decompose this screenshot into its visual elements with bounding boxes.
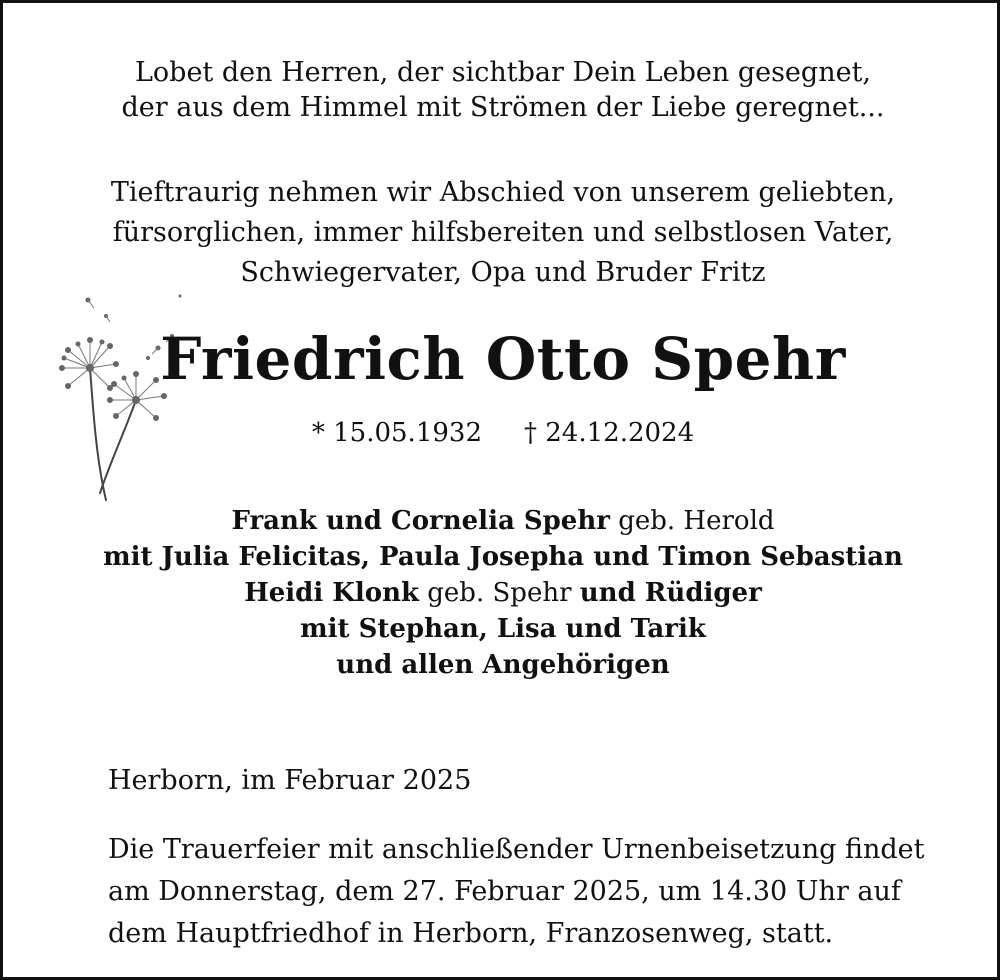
mourner-name: Frank und Cornelia Spehr — [231, 506, 610, 536]
place-date: Herborn, im Februar 2025 — [108, 765, 472, 796]
verse-line: der aus dem Himmel mit Strömen der Liebe geregnet... — [121, 92, 885, 123]
mourner-line — [3, 647, 1000, 683]
mourners — [3, 503, 1000, 683]
verse — [3, 55, 1000, 125]
service-info — [108, 829, 928, 955]
mourner-line — [3, 575, 1000, 611]
intro-line: fürsorglichen, immer hilfsbereiten und selbstlosen Vater, — [112, 217, 894, 248]
intro-text — [3, 173, 1000, 293]
mourner-name: und allen Angehörigen — [336, 650, 670, 680]
mourner-name: Heidi Klonk — [244, 578, 420, 608]
mourner-name: mit Julia Felicitas, Paula Josepha und Timon Sebastian — [103, 542, 903, 572]
mourner-line — [3, 611, 1000, 647]
mourner-name: mit Stephan, Lisa und Tarik — [300, 614, 706, 644]
mourner-note: geb. Herold — [609, 506, 775, 536]
service-line: am Donnerstag, dem 27. Februar 2025, um 14.30 Uhr auf — [108, 876, 901, 907]
mourner-line — [3, 539, 1000, 575]
intro-line: Schwiegervater, Opa und Bruder Fritz — [240, 257, 766, 288]
mourner-note: geb. Spehr — [419, 578, 580, 608]
service-line: dem Hauptfriedhof in Herborn, Franzosenweg, statt. — [108, 918, 834, 949]
mourner-line — [3, 503, 1000, 539]
mourner-name: und Rüdiger — [579, 578, 762, 608]
intro-line: Tieftraurig nehmen wir Abschied von unserem geliebten, — [110, 177, 896, 208]
life-dates — [3, 413, 1000, 453]
verse-line: Lobet den Herren, der sichtbar Dein Leben gesegnet, — [134, 57, 871, 88]
death-date: † 24.12.2024 — [524, 418, 695, 448]
service-line: Die Trauerfeier mit anschließender Urnenbeisetzung findet — [108, 834, 925, 865]
deceased-name: Friedrich Otto Spehr — [160, 325, 846, 393]
birth-date: * 15.05.1932 — [311, 418, 482, 448]
